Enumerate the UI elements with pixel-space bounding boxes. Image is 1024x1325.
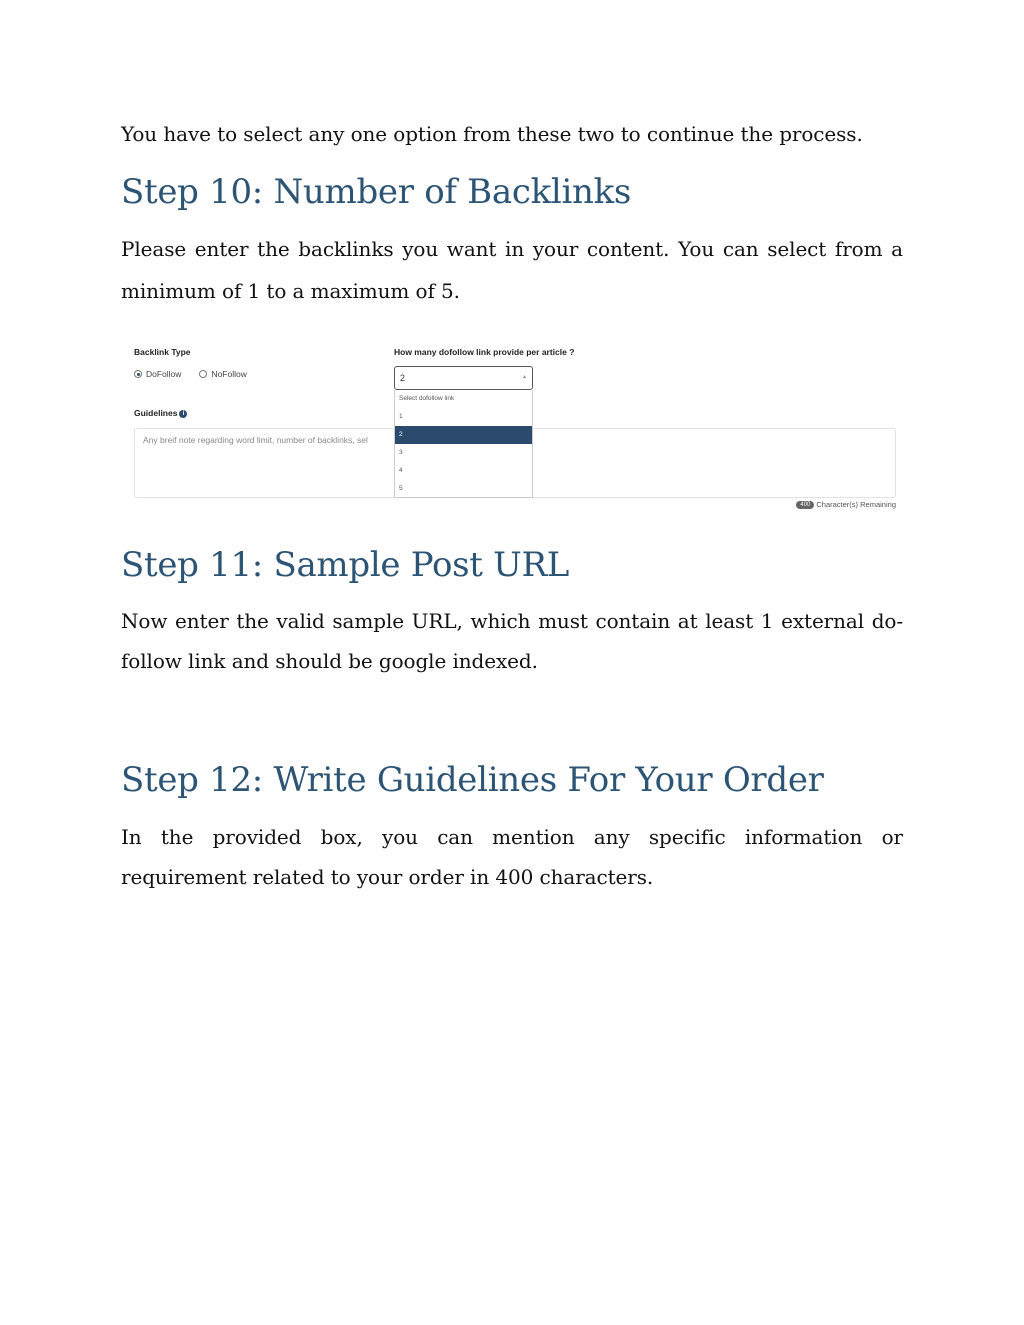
dropdown-option[interactable]: 5 — [399, 485, 403, 492]
dropdown-option[interactable]: 1 — [399, 413, 403, 420]
guidelines-placeholder: Any breif note regarding word limit, number of backlinks, sel — [143, 435, 368, 445]
dofollow-count-select[interactable] — [394, 366, 533, 390]
step-12-heading: Step 12: Write Guidelines For Your Order — [121, 760, 824, 800]
step-10-heading: Step 10: Number of Backlinks — [121, 172, 632, 212]
backlink-type-label: Backlink Type — [134, 347, 191, 357]
char-remaining-badge: 400 — [796, 501, 814, 509]
intro-paragraph: You have to select any one option from these two to continue the process. — [121, 122, 863, 146]
nofollow-radio[interactable] — [199, 370, 207, 378]
info-icon[interactable]: i — [179, 410, 187, 418]
dofollow-count-label: How many dofollow link provide per article ? — [394, 347, 575, 357]
char-remaining-counter — [796, 500, 896, 509]
guidelines-label-row — [134, 408, 187, 418]
dofollow-radio[interactable] — [134, 370, 142, 378]
step-12-description: In the provided box, you can mention any specific information or requirement related to your order in 400 characters. — [121, 825, 903, 889]
dropdown-option-placeholder[interactable]: Select dofollow link — [399, 395, 455, 402]
dofollow-count-dropdown — [394, 390, 533, 498]
chevron-up-icon: ▲ — [522, 374, 527, 380]
dropdown-option-selected[interactable]: 2 — [395, 426, 532, 444]
step-11-heading: Step 11: Sample Post URL — [121, 545, 570, 585]
backlink-form-screenshot — [134, 340, 896, 512]
backlink-type-radio-group — [134, 369, 247, 379]
dofollow-radio-label: DoFollow — [146, 369, 182, 379]
step-10-description: Please enter the backlinks you want in your content. You can select from a minimum of 1 to a maximum of 5. — [121, 237, 903, 303]
dropdown-option[interactable]: 4 — [399, 467, 403, 474]
guidelines-label: Guidelines — [134, 408, 178, 418]
dofollow-count-value: 2 — [400, 373, 406, 383]
char-remaining-label: Character(s) Remaining — [816, 500, 896, 509]
dropdown-option[interactable]: 3 — [399, 449, 403, 456]
step-11-description: Now enter the valid sample URL, which must contain at least 1 external do-follow link and should be google indexed. — [121, 609, 903, 673]
nofollow-radio-label: NoFollow — [211, 369, 247, 379]
